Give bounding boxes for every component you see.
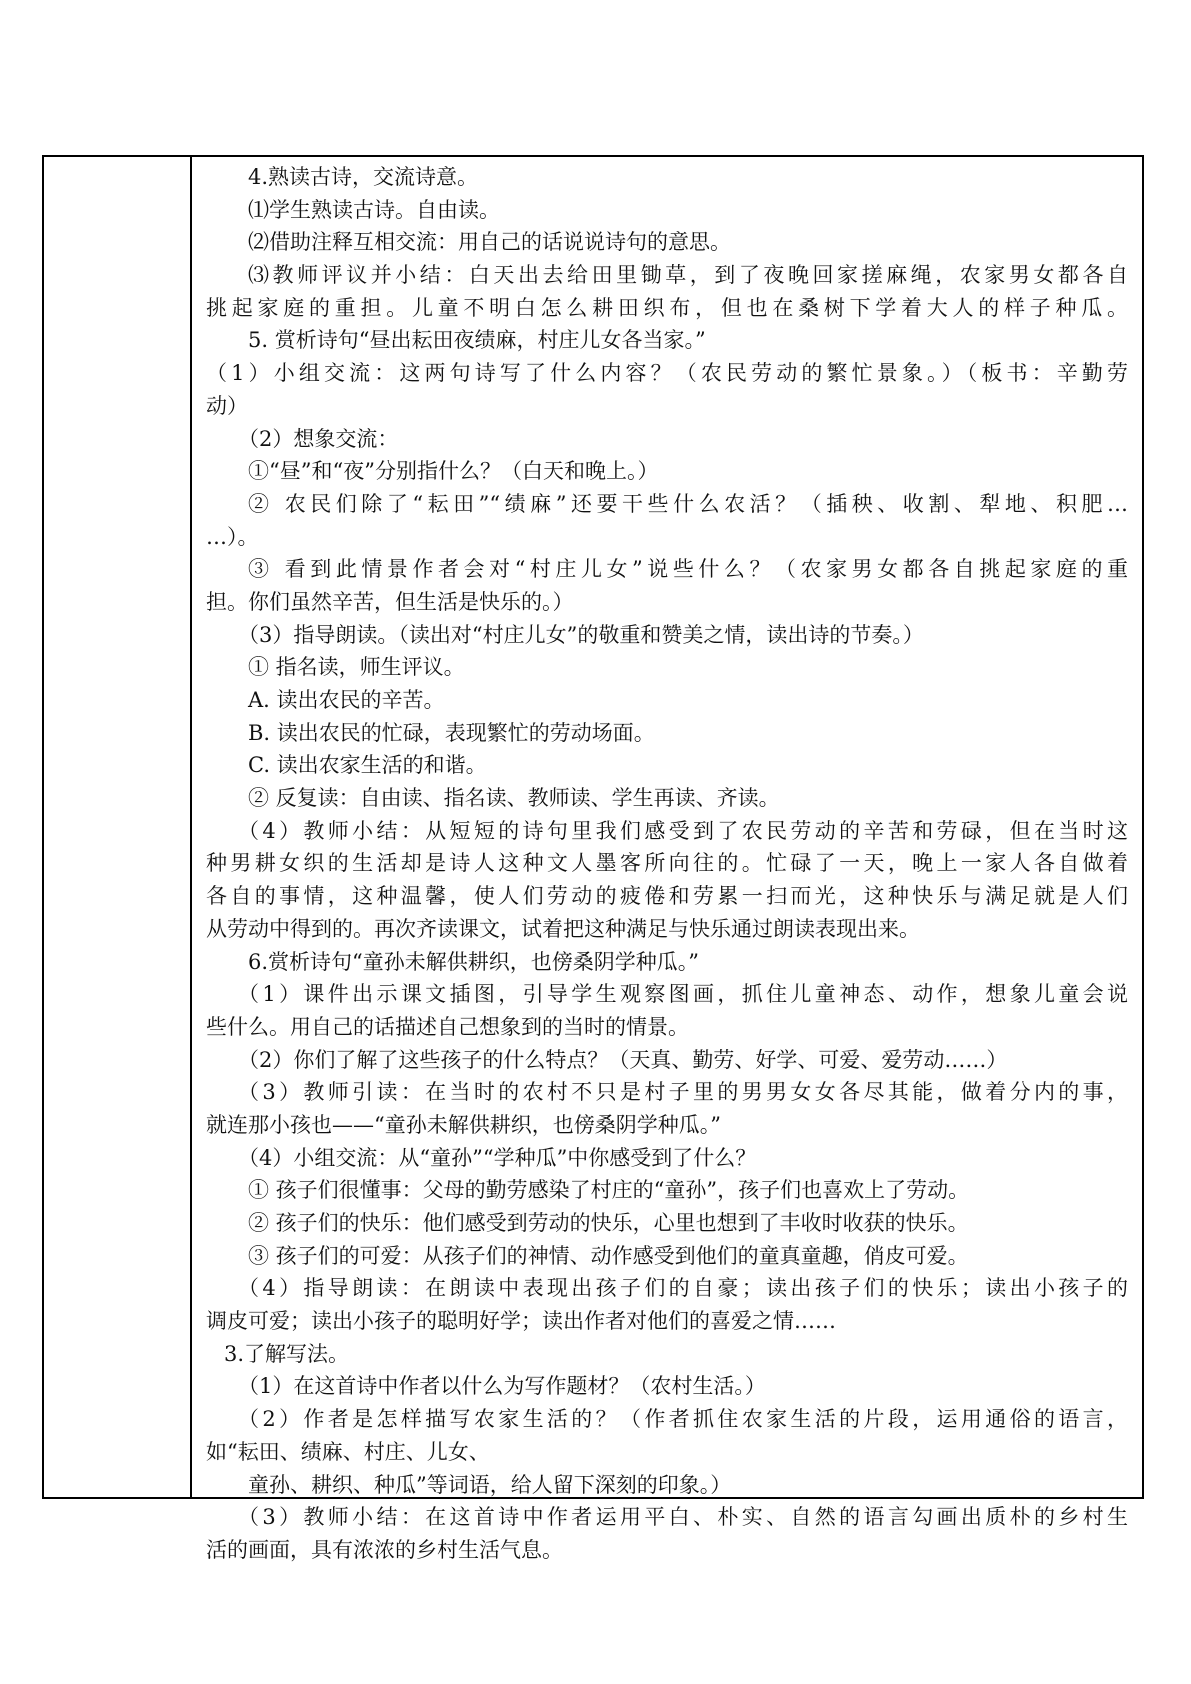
text-line: ① 孩子们很懂事：父母的勤劳感染了村庄的“童孙”，孩子们也喜欢上了劳动。 <box>248 1178 970 1203</box>
text-line: 活的画面，具有浓浓的乡村生活气息。 <box>206 1537 563 1562</box>
text-line: （3）教师引读：在当时的农村不只是村子里的男男女女各尽其能，做着分内的事， <box>238 1080 1128 1105</box>
text-line: ⑵借助注释互相交流：用自己的话说说诗句的意思。 <box>248 230 731 255</box>
text-line: ① 指名读，师生评议。 <box>248 655 465 680</box>
text-line: （4）小组交流：从“童孙”“学种瓜”中你感受到了什么？ <box>238 1145 757 1170</box>
text-line: （1）在这首诗中作者以什么为写作题材？（农村生活。） <box>238 1374 766 1399</box>
text-line: 动） <box>206 393 248 418</box>
text-line: ①“昼”和“夜”分别指什么？（白天和晚上。） <box>248 459 659 484</box>
text-line: 种男耕女织的生活却是诗人这种文人墨客所向往的。忙碌了一天，晚上一家人各自做着 <box>206 851 1128 876</box>
text-line: B. 读出农民的忙碌，表现繁忙的劳动场面。 <box>248 720 655 745</box>
text-line: ② 农民们除了“耘田”“绩麻”还要干些什么农活？（插秧、收割、犁地、积肥… <box>248 491 1128 516</box>
text-line: C. 读出农家生活的和谐。 <box>248 753 487 778</box>
text-line: 童孙、耕织、种瓜”等词语，给人留下深刻的印象。） <box>248 1472 732 1497</box>
text-line: （1）课件出示课文插图，引导学生观察图画，抓住儿童神态、动作，想象儿童会说 <box>238 982 1128 1007</box>
text-line: A. 读出农民的辛苦。 <box>248 688 445 712</box>
text-line: 些什么。用自己的话描述自己想象到的当时的情景。 <box>206 1014 689 1039</box>
text-line: ⑴学生熟读古诗。自由读。 <box>248 197 500 222</box>
text-line: （3）教师小结：在这首诗中作者运用平白、朴实、自然的语言勾画出质朴的乡村生 <box>238 1505 1128 1530</box>
text-line: …）。 <box>206 524 259 549</box>
text-line: （3）指导朗读。（读出对“村庄儿女”的敬重和赞美之情，读出诗的节奏。） <box>238 622 924 647</box>
text-line: 4.熟读古诗，交流诗意。 <box>248 165 479 189</box>
text-line: ③ 孩子们的可爱：从孩子们的神情、动作感受到他们的童真童趣，俏皮可爱。 <box>248 1243 969 1268</box>
text-line: 如“耘田、绩麻、村庄、儿女、 <box>206 1439 490 1464</box>
text-line: （4）指导朗读：在朗读中表现出孩子们的自豪；读出孩子们的快乐；读出小孩子的 <box>238 1276 1128 1301</box>
text-line: （4）教师小结：从短短的诗句里我们感受到了农民劳动的辛苦和劳碌，但在当时这 <box>238 818 1128 843</box>
text-line: （2）你们了解了这些孩子的什么特点？（天真、勤劳、好学、可爱、爱劳动……） <box>238 1047 1008 1072</box>
text-line: （2）想象交流： <box>238 426 399 451</box>
text-line: 从劳动中得到的。再次齐读课文，试着把这种满足与快乐通过朗读表现出来。 <box>206 916 920 941</box>
text-line: （2）作者是怎样描写农家生活的？（作者抓住农家生活的片段，运用通俗的语言， <box>238 1407 1128 1432</box>
text-line: 6.赏析诗句“童孙未解供耕织，也傍桑阴学种瓜。” <box>248 949 700 974</box>
text-line: 担。你们虽然辛苦，但生活是快乐的。） <box>206 589 574 614</box>
text-line: ② 反复读：自由读、指名读、教师读、学生再读、齐读。 <box>248 786 780 811</box>
text-line: 挑起家庭的重担。儿童不明白怎么耕田织布，但也在桑树下学着大人的样子种瓜。 <box>206 295 1128 320</box>
content-column <box>192 157 1142 1562</box>
text-line: ③ 看到此情景作者会对“村庄儿女”说些什么？（农家男女都各自挑起家庭的重 <box>248 557 1128 582</box>
text-line: 5. 赏析诗句“昼出耘田夜绩麻，村庄儿女各当家。” <box>248 328 706 353</box>
text-line: 各自的事情，这种温馨，使人们劳动的疲倦和劳累一扫而光，这种快乐与满足就是人们 <box>206 884 1128 909</box>
text-line: ② 孩子们的快乐：他们感受到劳动的快乐，心里也想到了丰收时收获的快乐。 <box>248 1211 969 1235</box>
text-line: （1）小组交流：这两句诗写了什么内容？（农民劳动的繁忙景象。）（板书：辛勤劳 <box>206 361 1128 386</box>
text-line: ⑶教师评议并小结：白天出去给田里锄草，到了夜晚回家搓麻绳，农家男女都各自 <box>248 263 1128 288</box>
text-line: 就连那小孩也——“童孙未解供耕织，也傍桑阴学种瓜。” <box>206 1112 721 1137</box>
lesson-table <box>42 155 1144 1562</box>
left-column <box>44 157 192 1497</box>
text-line: 调皮可爱；读出小孩子的聪明好学；读出作者对他们的喜爱之情…… <box>206 1309 836 1334</box>
text-line: 3.了解写法。 <box>224 1341 350 1366</box>
